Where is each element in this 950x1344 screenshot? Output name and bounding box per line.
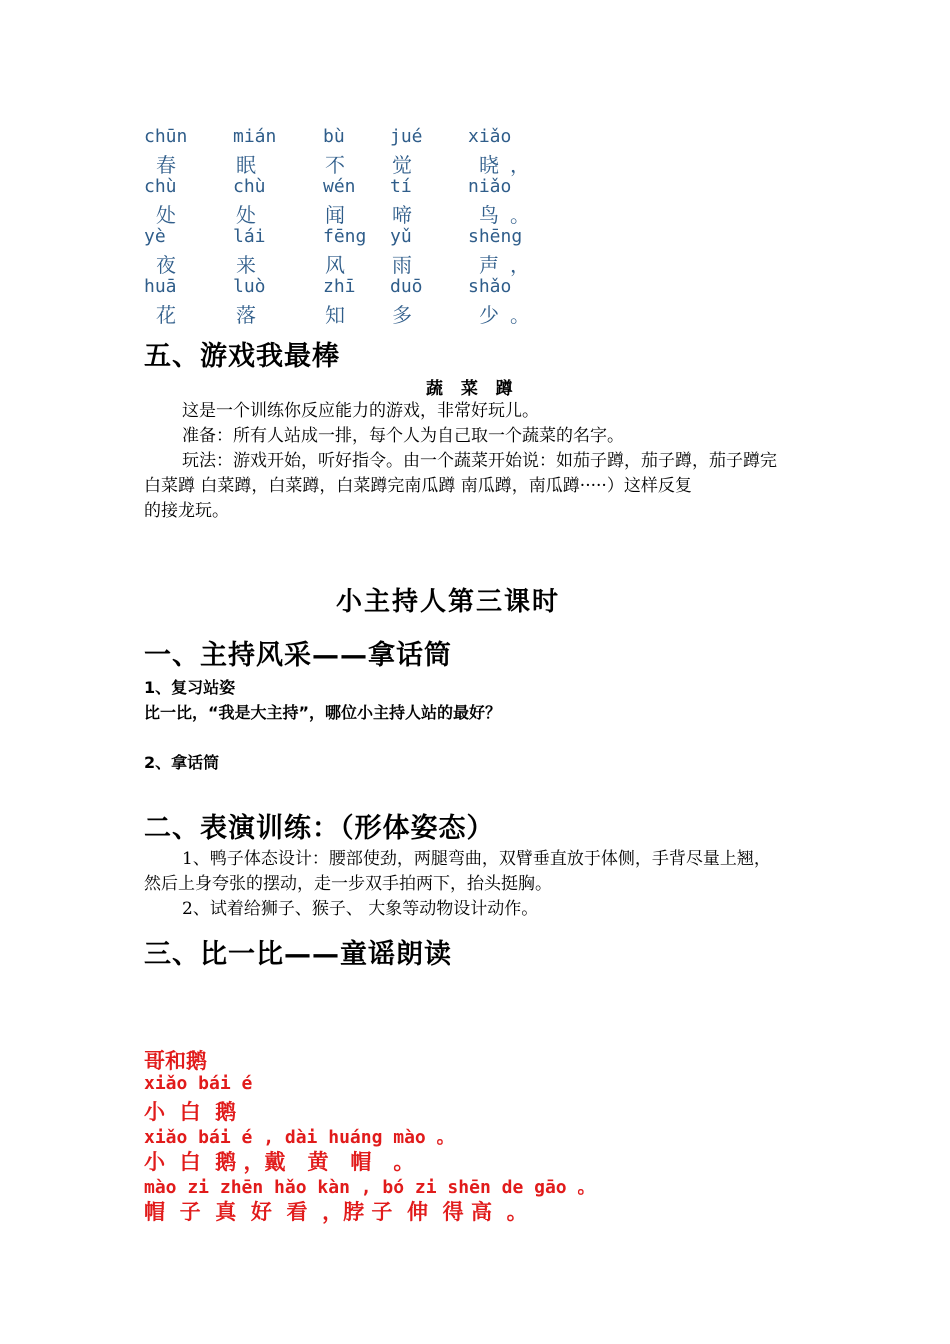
game-intro: 这是一个训练你反应能力的游戏，非常好玩儿。 <box>182 401 539 421</box>
poem-pinyin: shǎo <box>468 276 512 297</box>
poem-hanzi: 觉 <box>392 153 412 177</box>
poem-pinyin: jué <box>390 126 423 147</box>
lesson-title: 小主持人第三课时 <box>336 587 561 617</box>
poem-hanzi: 鸟 <box>479 203 499 227</box>
game-rules-line1: 玩法：游戏开始，听好指令。由一个蔬菜开始说：如茄子蹲，茄子蹲，茄子蹲完 <box>182 451 777 471</box>
poem-hanzi: 啼 <box>392 203 412 227</box>
poem-pinyin: wén <box>323 176 356 197</box>
part1-item2: 2、拿话筒 <box>144 753 220 772</box>
poem-hanzi: 闻 <box>325 203 345 227</box>
poem-hanzi: 夜 <box>156 253 176 277</box>
poem-pinyin: xiǎo <box>468 126 512 147</box>
poem-pinyin: niǎo <box>468 176 512 197</box>
poem-pinyin: chù <box>144 176 177 197</box>
song-hanzi-2: 小 白 鹅 ，戴 黄 帽 。 <box>144 1149 415 1174</box>
poem-pinyin: bù <box>323 126 345 147</box>
poem-hanzi: ， <box>510 253 530 277</box>
poem-hanzi: 雨 <box>392 253 412 277</box>
poem-pinyin: yè <box>144 226 166 247</box>
poem-hanzi: 声 <box>479 253 499 277</box>
part2-line3: 2、试着给狮子、猴子、 大象等动物设计动作。 <box>182 899 539 919</box>
game-prep: 准备：所有人站成一排，每个人为自己取一个蔬菜的名字。 <box>182 426 624 446</box>
part2-heading: 二、表演训练：（形体姿态） <box>144 813 495 844</box>
song-pinyin-2: xiǎo bái é , dài huáng mào 。 <box>144 1127 455 1148</box>
poem-hanzi: 来 <box>236 253 256 277</box>
poem-pinyin: fēng <box>323 226 367 247</box>
poem-hanzi: 春 <box>156 153 176 177</box>
poem-hanzi: 处 <box>156 203 176 227</box>
poem-hanzi: 眠 <box>236 153 256 177</box>
song-hanzi-3: 帽 子 真 好 看 ，脖 子 伸 得 高 。 <box>144 1199 528 1224</box>
poem-pinyin: shēng <box>468 226 523 247</box>
poem-pinyin: huā <box>144 276 177 297</box>
poem-pinyin: chūn <box>144 126 188 147</box>
poem-hanzi: 。 <box>510 303 530 327</box>
poem-hanzi: 多 <box>392 303 412 327</box>
poem-hanzi: 知 <box>325 303 345 327</box>
poem-pinyin: lái <box>233 226 266 247</box>
song-title: 哥和鹅 <box>144 1048 207 1073</box>
poem-hanzi: 晓 <box>479 153 499 177</box>
poem-pinyin: zhī <box>323 276 356 297</box>
poem-hanzi: 落 <box>236 303 256 327</box>
part3-heading: 三、比一比——童谣朗读 <box>144 939 452 970</box>
game-title: 蔬 菜 蹲 <box>426 379 515 399</box>
poem-pinyin: mián <box>233 126 277 147</box>
part1-heading: 一、主持风采——拿话筒 <box>144 640 452 671</box>
poem-hanzi: ， <box>510 153 530 177</box>
game-rules-line3: 的接龙玩。 <box>144 501 229 521</box>
poem-hanzi: 处 <box>236 203 256 227</box>
poem-hanzi: 少 <box>479 303 499 327</box>
song-pinyin-1: xiǎo bái é <box>144 1073 253 1094</box>
part1-item1: 1、复习站姿 <box>144 678 236 697</box>
poem-hanzi: 花 <box>156 303 176 327</box>
poem-pinyin: luò <box>233 276 266 297</box>
poem-pinyin: chù <box>233 176 266 197</box>
game-rules-line2: 白菜蹲 白菜蹲，白菜蹲，白菜蹲完南瓜蹲 南瓜蹲，南瓜蹲·····）这样反复 <box>144 476 692 496</box>
poem-pinyin: duō <box>390 276 423 297</box>
part2-line2: 然后上身夸张的摆动，走一步双手拍两下，抬头挺胸。 <box>144 874 552 894</box>
section5-heading: 五、游戏我最棒 <box>144 341 340 372</box>
part2-line1: 1、鸭子体态设计：腰部使劲，两腿弯曲，双臂垂直放于体侧，手背尽量上翘， <box>182 849 771 869</box>
poem-pinyin: tí <box>390 176 412 197</box>
part1-item1-text: 比一比，“我是大主持”，哪位小主持人站的最好？ <box>144 703 502 722</box>
poem-hanzi: 不 <box>325 153 345 177</box>
poem-hanzi: 风 <box>325 253 345 277</box>
poem-hanzi: 。 <box>510 203 530 227</box>
song-pinyin-3: mào zi zhēn hǎo kàn , bó zi shēn de gāo 。 <box>144 1177 596 1198</box>
song-hanzi-1: 小 白 鹅 <box>144 1099 237 1124</box>
poem-pinyin: yǔ <box>390 226 412 247</box>
